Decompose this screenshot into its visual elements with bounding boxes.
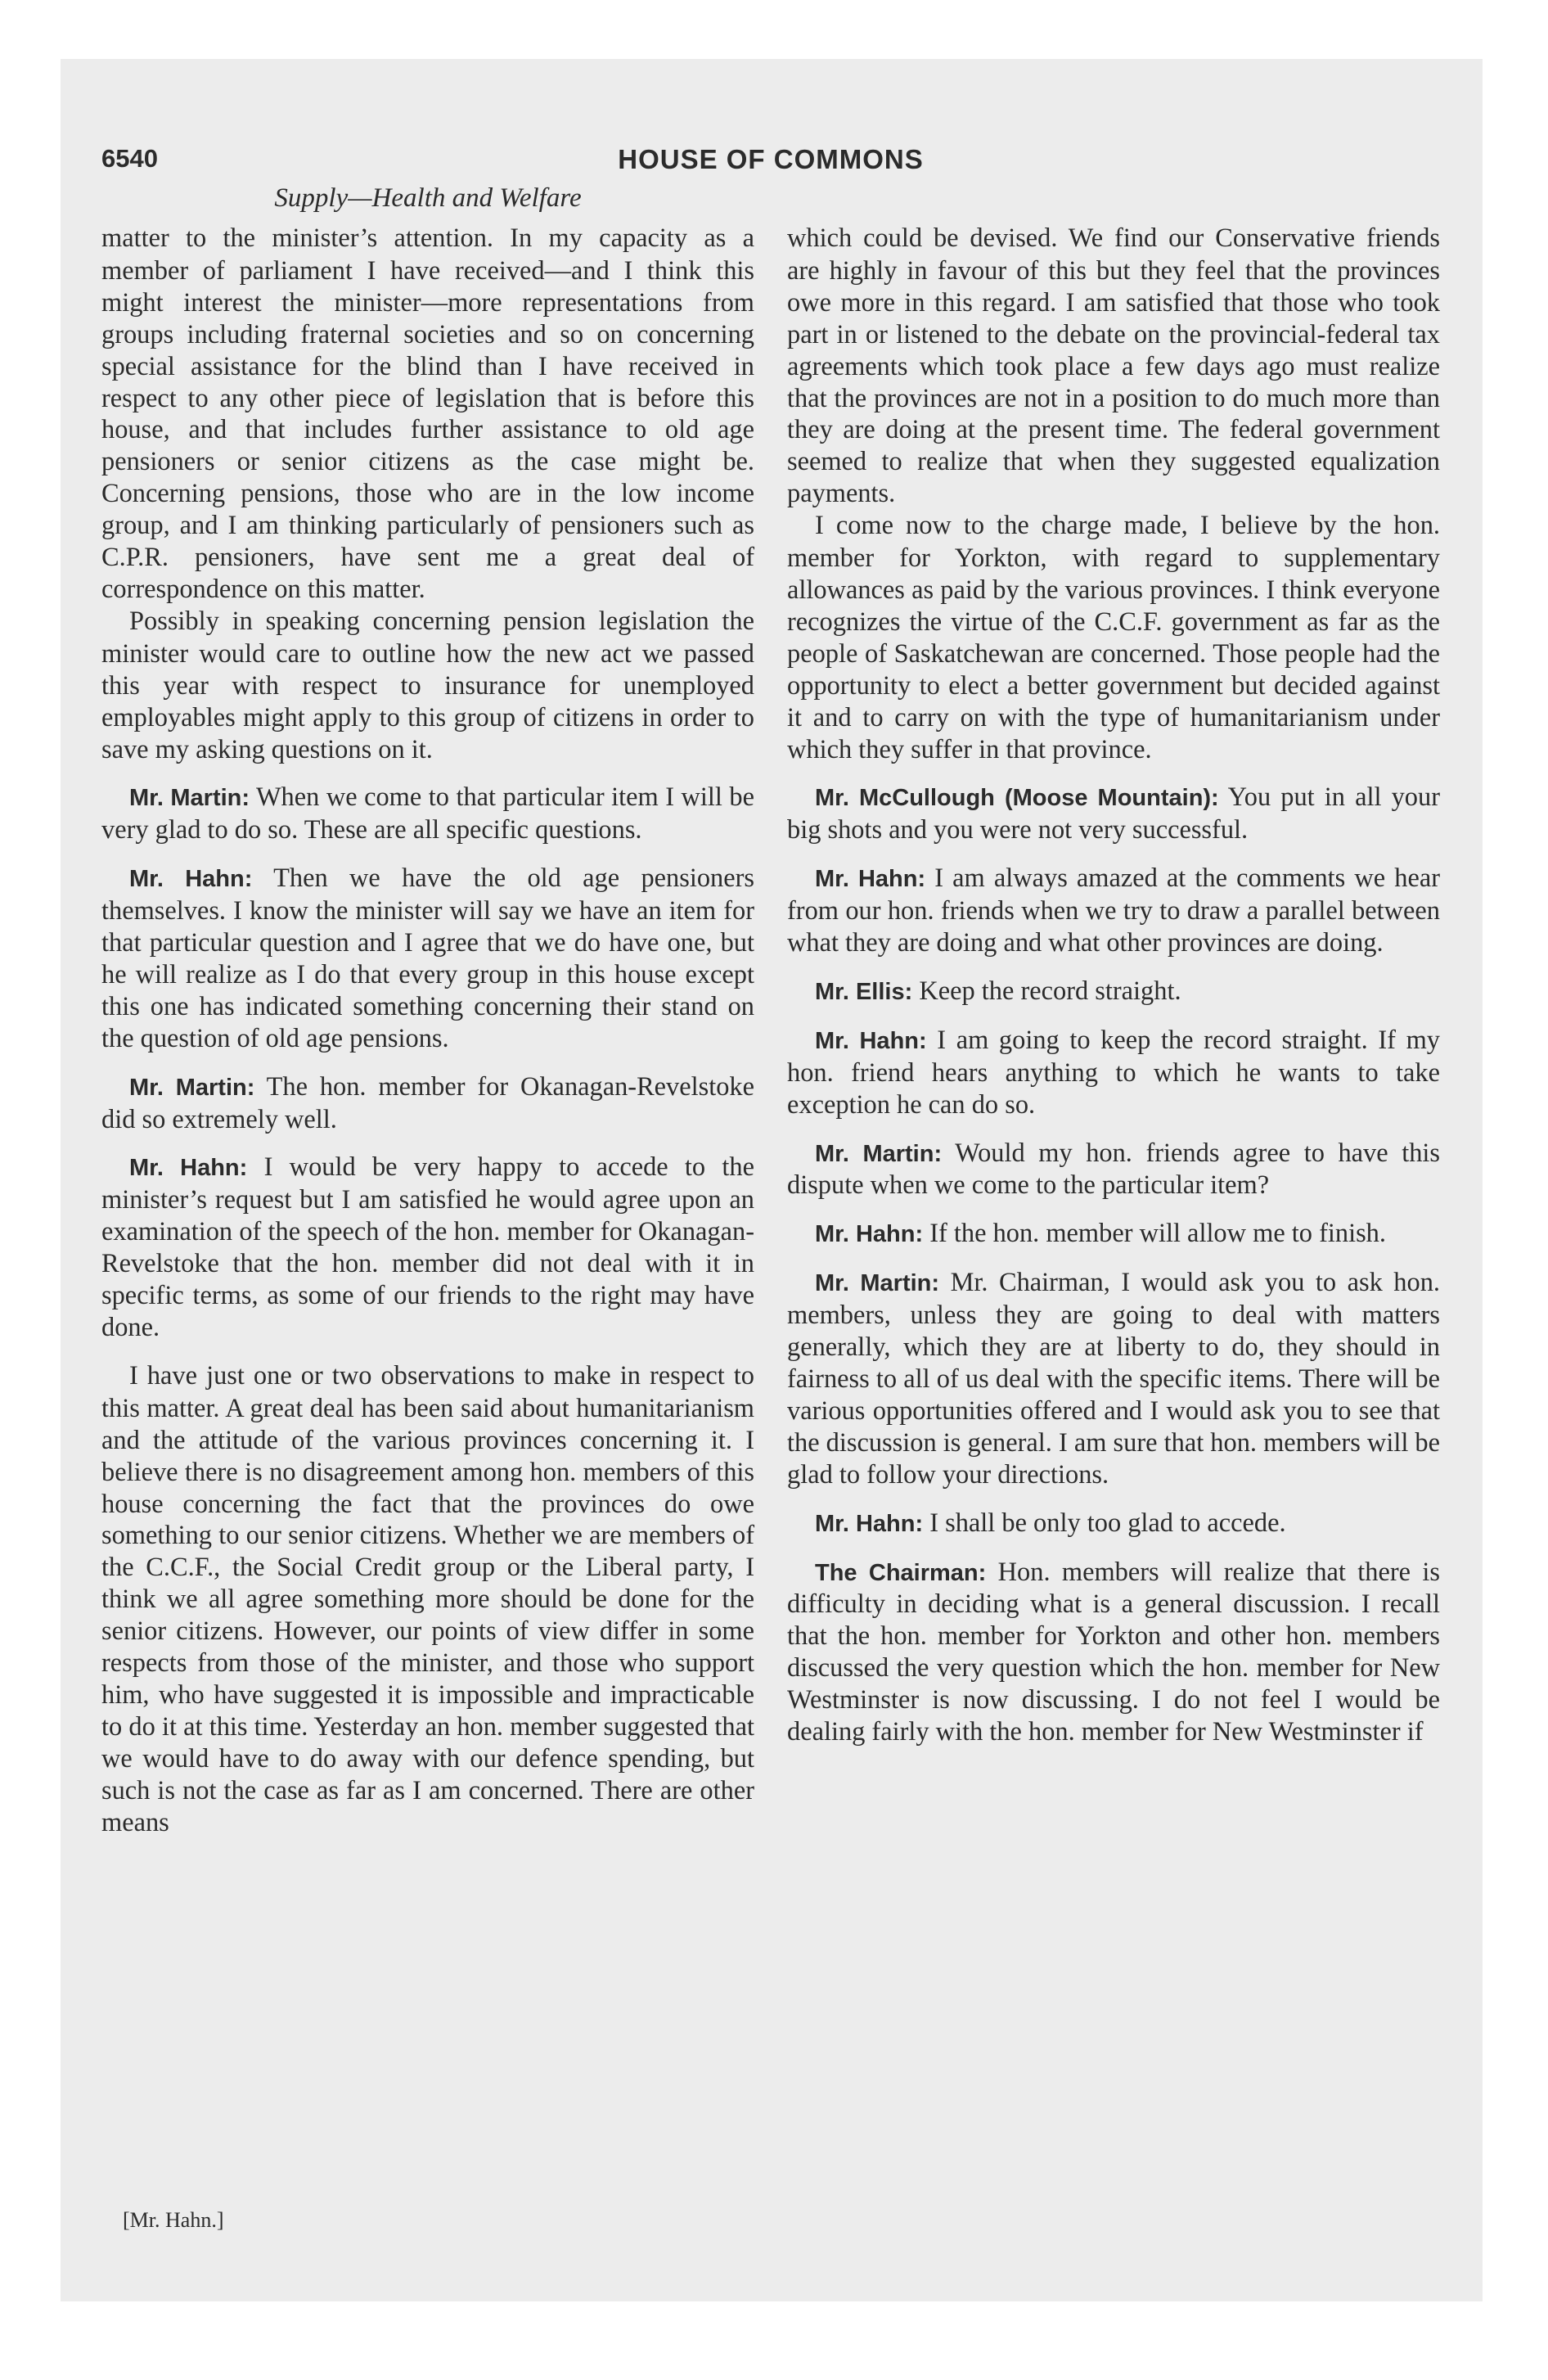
paragraph [787, 510, 1440, 765]
paragraph [101, 223, 754, 606]
page-header [101, 144, 1440, 180]
section-heading: Supply—Health and Welfare [274, 183, 582, 213]
paragraph-text: Possibly in speaking concerning pension legislation the minister would care to outline how the new act we passed this year with respect to insurance for unemployed employables might apply to this group of citizens in order to save my asking questions on it. [101, 606, 754, 764]
paragraph [787, 782, 1440, 846]
paragraph [787, 1218, 1440, 1251]
paragraph [787, 1508, 1440, 1540]
paragraph [101, 863, 754, 1054]
paragraph [101, 1152, 754, 1343]
paragraph-text: You put in all your big shots and you were not very successful. [787, 782, 1440, 845]
paragraph [101, 1071, 754, 1136]
paragraph-text: If the hon. member will allow me to finish. [929, 1219, 1386, 1249]
speaker-name: Mr. Hahn: [815, 1510, 924, 1537]
speaker-name: Mr. Martin: [129, 785, 250, 812]
speaker-name: Mr. Hahn: [129, 1155, 248, 1182]
speaker-name: Mr. Martin: [815, 1140, 943, 1167]
paragraph-text: which could be devised. We find our Conservative friends are highly in favour of this but they feel that the provinces owe more in this regard. I am satisfied that those who took part in or listened to the debate on the provincial-federal tax agreements which took place a few days ago must realize that the provinces are not in a position to do much more than they are doing at the present time. The federal government seemed to realize that when they suggested equalization payments. [787, 223, 1440, 509]
paragraph-text: I would be very happy to accede to the minister’s request but I am satisfied he would agree upon an examination of the speech of the hon. member for Okanagan-Revelstoke that the hon. member did not deal with it in specific terms, as some of our friends to the right may have done. [101, 1152, 754, 1342]
paragraph-text: I am always amazed at the comments we hear from our hon. friends when we try to draw a parallel between what they are doing and what other provinces are doing. [787, 863, 1440, 958]
paragraph [787, 1557, 1440, 1748]
speaker-name: Mr. Ellis: [815, 978, 913, 1005]
speaker-name: Mr. Martin: [129, 1074, 255, 1101]
paragraph-text: I shall be only too glad to accede. [929, 1508, 1286, 1538]
paragraph-text: I am going to keep the record straight. If my hon. friend hears anything to which he wants to take exception he can do so. [787, 1025, 1440, 1120]
paragraph-text: I have just one or two observations to make in respect to this matter. A great deal has been said about humanitarianism and the attitude of the various provinces concerning it. I believe there is no disagreement among hon. members of this house concerning the fact that the provinces do owe something to our senior citizens. Whether we are members of the C.C.F., the Social Credit group or the Liberal party, I think we all agree something more should be done for the senior citizens. However, our points of view differ in some respects from those of the minister, and those who support him, who have suggested it is impossible and impracticable to do it at this time. Yesterday an hon. member suggested that we would have to do away with our defence spending, but such is not the case as far as I am concerned. There are other means [101, 1360, 754, 1837]
paragraph-text: Would my hon. friends agree to have this dispute when we come to the particular item? [787, 1138, 1440, 1201]
speaker-name: Mr. Martin: [815, 1270, 940, 1297]
speaker-name: Mr. Hahn: [815, 1027, 927, 1054]
paragraph-text: When we come to that particular item I will be very glad to do so. These are all specific questions. [101, 782, 754, 845]
speaker-name: Mr. Hahn: [129, 866, 253, 893]
paragraph-text: matter to the minister’s attention. In my capacity as a member of parliament I have received—and I think this might interest the minister—more representations from groups including fraternal societies and so on concerning special assistance for the blind than I have received in respect to any other piece of legislation that is before this house, and that includes further assistance to old age pensioners or senior citizens as the case might be. Concerning pensions, those who are in the low income group, and I am thinking particularly of pensioners such as C.P.R. pensioners, have sent me a great deal of correspondence on this matter. [101, 223, 754, 604]
left-column [101, 223, 754, 1839]
speaker-name: Mr. Hahn: [815, 1221, 924, 1248]
paragraph [787, 223, 1440, 510]
paragraph [787, 1025, 1440, 1121]
paragraph-text: The hon. member for Okanagan-Revelstoke did so extremely well. [101, 1071, 754, 1134]
paragraph-text: I come now to the charge made, I believe by the hon. member for Yorkton, with regard to supplementary allowances as paid by the various provinces. I think everyone recognizes the virtue of the C.C.F. government as far as the people of Saskatchewan are concerned. Those people had the opportunity to elect a better government but decided against it and to carry on with the type of humanitarianism under which they suffer in that province. [787, 511, 1440, 764]
paragraph-text: Keep the record straight. [919, 976, 1181, 1006]
paragraph [101, 782, 754, 846]
paragraph [787, 863, 1440, 959]
paragraph [787, 1267, 1440, 1490]
paragraph-text: Mr. Chairman, I would ask you to ask hon. members, unless they are going to deal with matters generally, which they are at liberty to do, they should in fairness to all of us deal with the specific items. There will be various opportunities offered and I would ask you to see that the discussion is general. I am sure that hon. members will be glad to follow your directions. [787, 1268, 1440, 1490]
paragraph-text: Hon. members will realize that there is difficulty in deciding what is a general discussion. I recall that the hon. member for Yorkton and other hon. members discussed the very question which the hon. member for New Westminster is now discussing. I do not feel I would be dealing fairly with the hon. member for New Westminster if [787, 1557, 1440, 1747]
speaker-name: Mr. Hahn: [815, 866, 926, 893]
speaker-name: The Chairman: [815, 1559, 987, 1586]
right-column [787, 223, 1440, 1748]
paragraph [787, 976, 1440, 1008]
page-number: 6540 [101, 144, 158, 173]
speaker-name: Mr. McCullough (Moose Mountain): [815, 785, 1219, 812]
paragraph-text: Then we have the old age pensioners themselves. I know the minister will say we have an item for that particular question and I agree that we do have one, but he will realize as I do that every group in this house except this one has indicated something concerning their stand on the question of old age pensions. [101, 863, 754, 1053]
paragraph [101, 606, 754, 766]
page-footer: [Mr. Hahn.] [123, 2208, 224, 2232]
running-head: HOUSE OF COMMONS [618, 144, 924, 174]
paragraph [101, 1360, 754, 1839]
paragraph [787, 1138, 1440, 1202]
